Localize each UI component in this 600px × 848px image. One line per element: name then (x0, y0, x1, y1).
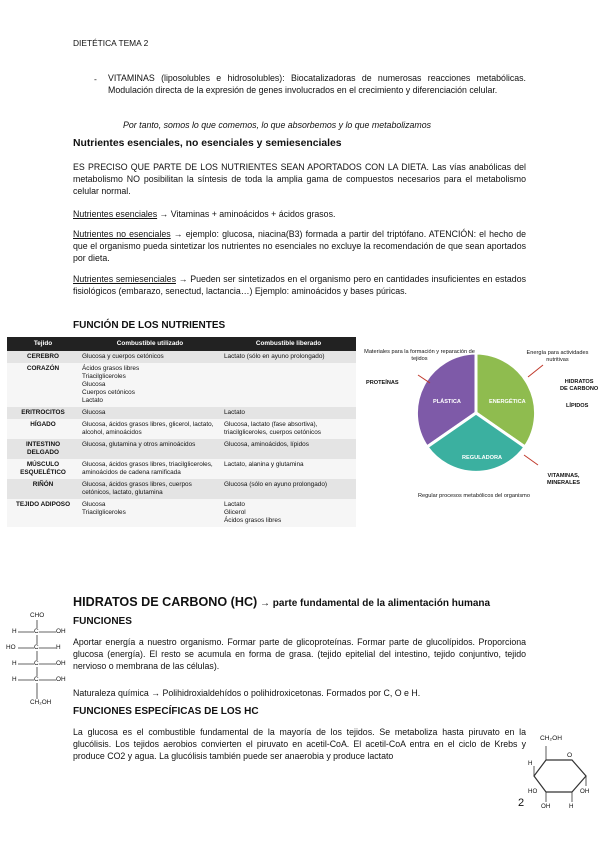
fischer-right: OH (56, 628, 66, 635)
table-header-row (7, 337, 356, 351)
fischer-right: OH (56, 660, 66, 667)
fischer-left: HO (6, 644, 16, 651)
used-cell: Ácidos grasos libres Triacilgliceroles Glucosa Cuerpos cetónicos Lactato (79, 363, 221, 407)
used-cell: Glucosa y cuerpos cetónicos (79, 351, 221, 363)
hc-title-rest: → parte fundamental de la alimentación humana (257, 598, 491, 609)
used-cell: Glucosa (79, 407, 221, 419)
tissue-cell: HÍGADO (7, 419, 79, 439)
released-cell: Glucosa, lactato (fase absortiva), triacilgliceroles, cuerpos cetónicos (221, 419, 356, 439)
haworth-oh-bottom: OH (541, 803, 551, 810)
fischer-c1: C (34, 628, 39, 635)
used-cell: Glucosa Triacilgliceroles (79, 499, 221, 527)
funciones-title: FUNCIONES (73, 616, 132, 627)
table-header-cell: Combustible utilizado (79, 337, 221, 351)
haworth-ring (534, 760, 586, 792)
table-row (7, 419, 356, 439)
table-row (7, 351, 356, 363)
page-number: 2 (518, 797, 525, 809)
esenciales-label: Nutrientes esenciales (73, 209, 158, 219)
label-lipidos: LÍPIDOS (566, 403, 589, 409)
arrow-energetica (528, 365, 543, 377)
intro-paragraph: ES PRECISO QUE PARTE DE LOS NUTRIENTES SEAN APORTADOS CON LA DIETA. Las vías anabólicas del metabolismo NO posibilitan la síntesis de toda la amplia gama de compuestos necesarios para el metabolismo celular normal. (73, 162, 526, 197)
hc-title-main: HIDRATOS DE CARBONO (HC) (73, 595, 258, 609)
especificas-title: FUNCIONES ESPECÍFICAS DE LOS HC (73, 706, 259, 717)
hc-title (73, 593, 490, 611)
tissue-cell: RIÑÓN (7, 479, 79, 499)
table-header-cell: Combustible liberado (221, 337, 356, 351)
segment-label-plastica: PLÁSTICA (433, 399, 461, 405)
fischer-c3: C (34, 660, 39, 667)
fischer-bottom: CH₂OH (30, 699, 52, 706)
haworth-oh: OH (580, 788, 590, 795)
haworth-ho: HO (528, 788, 538, 795)
label-hidratos: HIDRATOS DE CARBONO (560, 379, 599, 392)
haworth-oxygen: O (567, 752, 573, 759)
table-row (7, 459, 356, 479)
fischer-right: H (56, 644, 61, 651)
released-cell: Glucosa (sólo en ayuno prolongado) (221, 479, 356, 499)
table-row (7, 363, 356, 407)
released-cell: Lactato Glicerol Ácidos grasos libres (221, 499, 356, 527)
fischer-left: H (12, 628, 17, 635)
glucose-haworth-projection (524, 740, 596, 808)
quote-line: Por tanto, somos lo que comemos, lo que absorbemos y lo que metabolizamos (123, 120, 432, 130)
fischer-top: CHO (30, 612, 45, 619)
released-cell (221, 363, 356, 407)
table-row (7, 407, 356, 419)
tissue-cell: CORAZÓN (7, 363, 79, 407)
label-reguladora-desc: Regular procesos metabólicos del organismo (418, 493, 530, 499)
label-energetica-desc: Energía para actividades nutritivas (526, 350, 589, 363)
funciones-paragraph: Aportar energía a nuestro organismo. Formar parte de glicoproteínas. Formar parte de glucolípidos. Proporciona glucosa (energía). El resto se acumula en forma de grasa. (tejido epitelial del intestino, tejido conjuntivo, tejido nervioso o membrana de las células). (73, 637, 526, 672)
released-cell: Lactato (sólo en ayuno prolongado) (221, 351, 356, 363)
semiesenciales-paragraph (73, 273, 526, 297)
released-cell: Glucosa, aminoácidos, lípidos (221, 439, 356, 459)
haworth-h: H (528, 760, 533, 767)
table-row (7, 439, 356, 459)
released-cell: Lactato (221, 407, 356, 419)
especificas-paragraph: La glucosa es el combustible fundamental de la mayoría de los tejidos. Se metaboliza hasta piruvato en la glucólisis. Los tejidos aerobios convierten el piruvato en acetil-CoA. El acetil-CoA entra en el ciclo de Krebs y produce CO2 y agua. La glucólisis también puede ser anaerobia y produce lactato (73, 727, 526, 762)
segment-label-reguladora: REGULADORA (462, 455, 503, 461)
fischer-left: H (12, 660, 17, 667)
noesenciales-label: Nutrientes no esenciales (73, 229, 171, 239)
used-cell: Glucosa, ácidos grasos libres, glicerol, lactato, alcohol, aminoácidos (79, 419, 221, 439)
table-row (7, 479, 356, 499)
haworth-top: CH₂OH (540, 735, 562, 742)
label-plastica-desc: Materiales para la formación y reparación de tejidos (364, 349, 475, 362)
used-cell: Glucosa, glutamina y otros aminoácidos (79, 439, 221, 459)
table-row (7, 499, 356, 527)
label-proteinas: PROTEÍNAS (366, 380, 399, 386)
naturaleza-line: Naturaleza química → Polihidroxialdehídos o polihidroxicetonas. Formados por C, O e H. (73, 688, 421, 698)
esenciales-text: → Vitaminas + aminoácidos + ácidos grasos. (157, 209, 336, 219)
semiesenciales-text: → Pueden ser sintetizados en el organismo pero en cantidades insuficientes en estados fisiológicos (embarazo, senectud, lactancia…) Ejemplo: aminoácidos y bases púricas. (73, 274, 526, 297)
document-header: DIETÉTICA TEMA 2 (73, 38, 149, 48)
vitaminas-paragraph: VITAMINAS (liposolubles e hidrosolubles): Biocatalizadoras de numerosas reacciones metabólicas. Modulación directa de la expresión de genes involucrados en el crecimiento y diferenciación celular. (108, 73, 526, 96)
tissue-cell: INTESTINO DELGADO (7, 439, 79, 459)
table-header-cell: Tejido (7, 337, 79, 351)
used-cell: Glucosa, ácidos grasos libres, cuerpos cetónicos, lactato, glutamina (79, 479, 221, 499)
tissue-cell: CEREBRO (7, 351, 79, 363)
section-title-nutrientes: Nutrientes esenciales, no esenciales y semiesenciales (73, 138, 342, 149)
section-title-funcion: FUNCIÓN DE LOS NUTRIENTES (73, 320, 226, 331)
fischer-right: OH (56, 676, 66, 683)
fischer-c4: C (34, 676, 39, 683)
haworth-h-bottom: H (569, 803, 574, 810)
noesenciales-paragraph (73, 228, 526, 265)
arrow-vitaminas (524, 455, 538, 465)
esenciales-paragraph (73, 208, 526, 220)
released-cell: Lactato, alanina y glutamina (221, 459, 356, 479)
bullet-marker: - (94, 74, 97, 84)
segment-label-energetica: ENERGÉTICA (489, 399, 526, 405)
fuel-table (7, 337, 356, 527)
fischer-c2: C (34, 644, 39, 651)
tissue-cell: ERITROCITOS (7, 407, 79, 419)
noesenciales-text: → ejemplo: glucosa, niacina(B3) formada a partir del triptófano. ATENCIÓN: el hecho de que el organismo pueda sintetizar los nutrientes no esenciales no excluye la recomendación de que sean aportados por dieta. (73, 229, 526, 264)
semiesenciales-label: Nutrientes semiesenciales (73, 274, 176, 284)
tissue-cell: MÚSCULO ESQUELÉTICO (7, 459, 79, 479)
used-cell: Glucosa, ácidos grasos libres, triacilgliceroles, aminoácidos de cadena ramificada (79, 459, 221, 479)
label-vitaminas: VITAMINAS, MINERALES (547, 473, 580, 486)
fischer-left: H (12, 676, 17, 683)
tissue-cell: TEJIDO ADIPOSO (7, 499, 79, 527)
